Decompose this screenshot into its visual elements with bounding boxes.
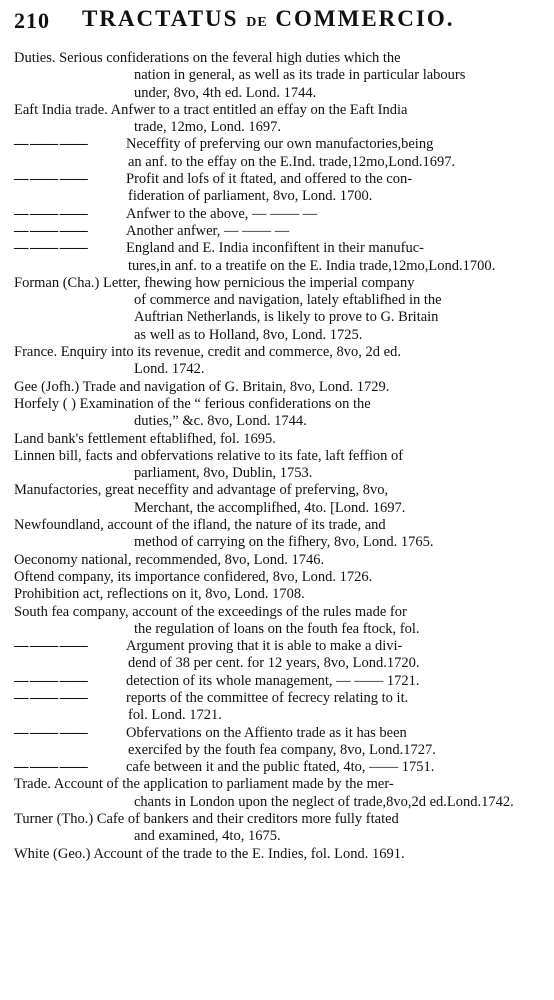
entry-line	[14, 500, 542, 517]
entry-line	[14, 586, 542, 603]
entry-text: as well as to Holland, 8vo, Lond. 1725.	[134, 326, 363, 343]
bibliography-entry	[14, 690, 542, 725]
entry-line	[14, 67, 542, 84]
entry-text: Linnen bill, facts and obfervations relative to its fate, laft feffion of	[14, 447, 404, 464]
entry-line	[14, 136, 542, 153]
entry-line	[14, 344, 542, 361]
entry-text: parliament, 8vo, Dublin, 1753.	[134, 465, 313, 482]
entry-line	[14, 448, 542, 465]
entry-text: Neceffity of preferving our own manufactories,being	[126, 136, 434, 153]
page-number: 210	[14, 8, 50, 33]
entry-line	[14, 292, 542, 309]
entry-line	[14, 604, 542, 621]
entry-text: duties,” &c. 8vo, Lond. 1744.	[134, 413, 307, 430]
bibliography-entry	[14, 171, 542, 206]
entry-line	[14, 171, 542, 188]
entry-text: Gee (Jofh.) Trade and navigation of G. Britain, 8vo, Lond. 1729.	[14, 378, 390, 395]
entry-text: fideration of parliament, 8vo, Lond. 1700.	[128, 188, 373, 205]
bibliography-entry	[14, 206, 542, 223]
ditto-dash: — —— ——	[14, 222, 87, 239]
bibliography-entry	[14, 396, 542, 431]
entry-line	[14, 327, 542, 344]
entry-line	[14, 517, 542, 534]
entry-line	[14, 811, 542, 828]
entry-text: Land bank's fettlement eftablifhed, fol. 1695.	[14, 430, 276, 447]
entry-text: nation in general, as well as its trade in particular labours	[134, 67, 466, 84]
entry-line	[14, 431, 542, 448]
entry-line	[14, 396, 542, 413]
entry-text: and examined, 4to, 1675.	[134, 828, 281, 845]
entry-line	[14, 361, 542, 378]
entry-line	[14, 621, 542, 638]
entry-line	[14, 413, 542, 430]
bibliography-list	[14, 50, 542, 863]
entry-text: Oftend company, its importance confidered, 8vo, Lond. 1726.	[14, 568, 373, 585]
entry-text: Another anfwer, — —— —	[126, 222, 290, 239]
running-title-word-1: TRACTATUS	[82, 6, 239, 31]
entry-text: cafe between it and the public ftated, 4to, —— 1751.	[126, 759, 435, 776]
entry-text: chants in London upon the neglect of trade,8vo,2d ed.Lond.1742.	[134, 793, 514, 810]
entry-line	[14, 154, 542, 171]
bibliography-entry	[14, 552, 542, 569]
entry-line	[14, 759, 542, 776]
entry-text: Obfervations on the Affiento trade as it has been	[126, 724, 407, 741]
entry-line	[14, 776, 542, 793]
entry-line	[14, 828, 542, 845]
entry-line	[14, 742, 542, 759]
entry-text: Duties. Serious confiderations on the feveral high duties which the	[14, 50, 401, 66]
bibliography-entry	[14, 759, 542, 776]
entry-line	[14, 690, 542, 707]
entry-text: of commerce and navigation, lately eftablifhed in the	[134, 292, 442, 309]
bibliography-entry	[14, 223, 542, 240]
running-title-word-2: DE	[246, 15, 268, 30]
ditto-dash: — —— ——	[14, 672, 87, 689]
entry-text: Oeconomy national, recommended, 8vo, Lond. 1746.	[14, 551, 325, 568]
bibliography-entry	[14, 725, 542, 760]
entry-text: Eaft India trade. Anfwer to a tract entitled an effay on the Eaft India	[14, 101, 408, 118]
entry-text: Turner (Tho.) Cafe of bankers and their creditors more fully ftated	[14, 811, 399, 828]
bibliography-entry	[14, 846, 542, 863]
entry-text: reports of the committee of fecrecy relating to it.	[126, 689, 409, 706]
entry-line	[14, 673, 542, 690]
bibliography-entry	[14, 240, 542, 275]
ditto-dash: — —— ——	[14, 205, 87, 222]
entry-line	[14, 309, 542, 326]
bibliography-entry	[14, 275, 542, 344]
ditto-dash: — —— ——	[14, 136, 87, 153]
entry-text: detection of its whole management, — —— 1721.	[126, 672, 420, 689]
entry-line	[14, 725, 542, 742]
entry-line	[14, 379, 542, 396]
bibliography-entry	[14, 517, 542, 552]
entry-text: under, 8vo, 4th ed. Lond. 1744.	[134, 84, 317, 101]
bibliography-entry	[14, 569, 542, 586]
entry-text: Forman (Cha.) Letter, fhewing how pernicious the imperial company	[14, 274, 415, 291]
ditto-dash: — —— ——	[14, 724, 87, 741]
entry-text: exercifed by the fouth fea company, 8vo, Lond.1727.	[128, 741, 436, 758]
entry-line	[14, 482, 542, 499]
entry-text: Prohibition act, reflections on it, 8vo, Lond. 1708.	[14, 586, 305, 603]
ditto-dash: — —— ——	[14, 240, 87, 257]
ditto-dash: — —— ——	[14, 759, 87, 776]
entry-text: trade, 12mo, Lond. 1697.	[134, 119, 281, 136]
entry-text: tures,in anf. to a treatife on the E. India trade,12mo,Lond.1700.	[128, 257, 496, 274]
entry-line	[14, 707, 542, 724]
entry-line	[14, 275, 542, 292]
entry-line	[14, 534, 542, 551]
entry-text: Anfwer to the above, — —— —	[126, 205, 318, 222]
bibliography-entry	[14, 344, 542, 379]
entry-line	[14, 50, 542, 67]
entry-line	[14, 240, 542, 257]
bibliography-entry	[14, 50, 542, 102]
entry-text: France. Enquiry into its revenue, credit and commerce, 8vo, 2d ed.	[14, 344, 401, 361]
entry-text: Merchant, the accomplifhed, 4to. [Lond. 1697.	[134, 499, 406, 516]
bibliography-entry	[14, 379, 542, 396]
entry-line	[14, 552, 542, 569]
entry-text: dend of 38 per cent. for 12 years, 8vo, Lond.1720.	[128, 655, 420, 672]
bibliography-entry	[14, 776, 542, 811]
bibliography-entry	[14, 586, 542, 603]
bibliography-entry	[14, 673, 542, 690]
entry-text: an anf. to the effay on the E.Ind. trade,12mo,Lond.1697.	[128, 153, 456, 170]
bibliography-entry	[14, 136, 542, 171]
entry-text: Horfely ( ) Examination of the “ ferious confiderations on the	[14, 395, 371, 412]
bibliography-entry	[14, 638, 542, 673]
entry-text: Trade. Account of the application to parliament made by the mer-	[14, 776, 394, 793]
entry-text: Profit and lofs of it ftated, and offered to the con-	[126, 171, 413, 188]
running-title-word-3: COMMERCIO.	[275, 6, 455, 31]
running-title	[82, 6, 454, 32]
page-header	[10, 6, 544, 36]
entry-line	[14, 85, 542, 102]
entry-text: Newfoundland, account of the ifland, the nature of its trade, and	[14, 517, 386, 534]
entry-text: Auftrian Netherlands, is likely to prove to G. Britain	[134, 309, 439, 326]
entry-line	[14, 846, 542, 863]
bibliography-entry	[14, 482, 542, 517]
entry-text: England and E. India inconfiftent in their manufuc-	[126, 240, 424, 257]
bibliography-entry	[14, 811, 542, 846]
entry-line	[14, 119, 542, 136]
entry-line	[14, 794, 542, 811]
entry-text: White (Geo.) Account of the trade to the E. Indies, fol. Lond. 1691.	[14, 845, 405, 862]
entry-line	[14, 465, 542, 482]
entry-line	[14, 223, 542, 240]
entry-text: South fea company, account of the exceedings of the rules made for	[14, 603, 407, 620]
entry-text: Argument proving that it is able to make a divi-	[126, 638, 403, 655]
entry-line	[14, 206, 542, 223]
entry-line	[14, 569, 542, 586]
entry-text: the regulation of loans on the fouth fea ftock, fol.	[134, 620, 420, 637]
entry-text: Manufactories, great neceffity and advantage of preferving, 8vo,	[14, 482, 389, 499]
ditto-dash: — —— ——	[14, 638, 87, 655]
entry-text: Lond. 1742.	[134, 361, 205, 378]
bibliography-entry	[14, 431, 542, 448]
entry-line	[14, 102, 542, 119]
bibliography-entry	[14, 448, 542, 483]
bibliography-entry	[14, 604, 542, 639]
entry-text: fol. Lond. 1721.	[128, 707, 222, 724]
ditto-dash: — —— ——	[14, 689, 87, 706]
entry-line	[14, 655, 542, 672]
ditto-dash: — —— ——	[14, 171, 87, 188]
entry-text: method of carrying on the fifhery, 8vo, Lond. 1765.	[134, 534, 434, 551]
entry-line	[14, 188, 542, 205]
entry-line	[14, 638, 542, 655]
entry-line	[14, 258, 542, 275]
bibliography-entry	[14, 102, 542, 137]
